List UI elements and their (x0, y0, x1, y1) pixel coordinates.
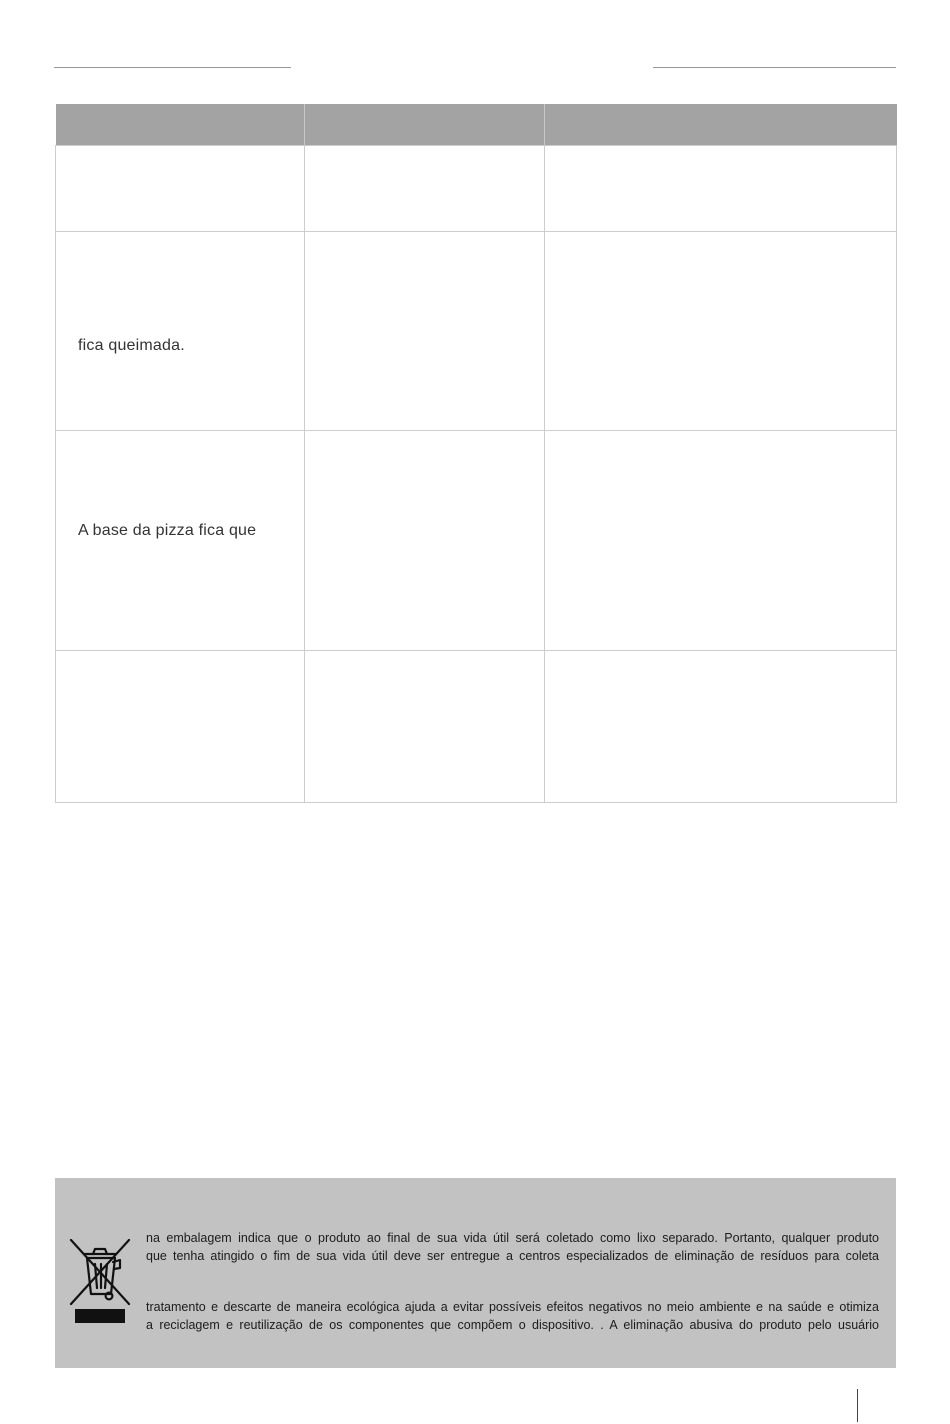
table-cell (305, 146, 545, 232)
header-rule-left (54, 67, 291, 68)
table-cell (56, 146, 305, 232)
table-cell (545, 146, 897, 232)
header-cell-solution (545, 104, 897, 146)
table-cell (305, 232, 545, 431)
table-cell (56, 232, 305, 431)
table-cell (305, 431, 545, 651)
table-cell (56, 431, 305, 651)
crossed-out-wheelie-bin-icon (69, 1238, 131, 1324)
table-row (56, 232, 897, 431)
table-row (56, 146, 897, 232)
disposal-text-line: que tenha atingido o fim de sua vida útil deve ser entregue a centros especializados de eliminação de resíduos para coleta (146, 1249, 879, 1263)
page-number-divider (857, 1389, 858, 1422)
table-cell (545, 651, 897, 803)
table-row (56, 651, 897, 803)
header-rule-right (653, 67, 896, 68)
troubleshooting-table (55, 104, 897, 803)
disposal-text-line: tratamento e descarte de maneira ecológica ajuda a evitar possíveis efeitos negativos no meio ambiente e na saúde e otimiza (146, 1300, 879, 1314)
problem-text: A base da pizza fica que (78, 522, 257, 539)
disposal-text-line: a reciclagem e reutilização de os componentes que compõem o dispositivo. . A eliminação abusiva do produto pelo usuário (146, 1318, 879, 1332)
table-cell (545, 232, 897, 431)
table-cell (56, 651, 305, 803)
table-cell (545, 431, 897, 651)
table-cell (305, 651, 545, 803)
table-header-row (56, 104, 897, 146)
disposal-text-line: na embalagem indica que o produto ao final de sua vida útil será coletado como lixo separado. Portanto, qualquer produto (146, 1231, 879, 1245)
problem-text: fica queimada. (78, 337, 185, 354)
header-cell-problem (56, 104, 305, 146)
table-row (56, 431, 897, 651)
header-cell-cause (305, 104, 545, 146)
disposal-notice (55, 1178, 896, 1368)
